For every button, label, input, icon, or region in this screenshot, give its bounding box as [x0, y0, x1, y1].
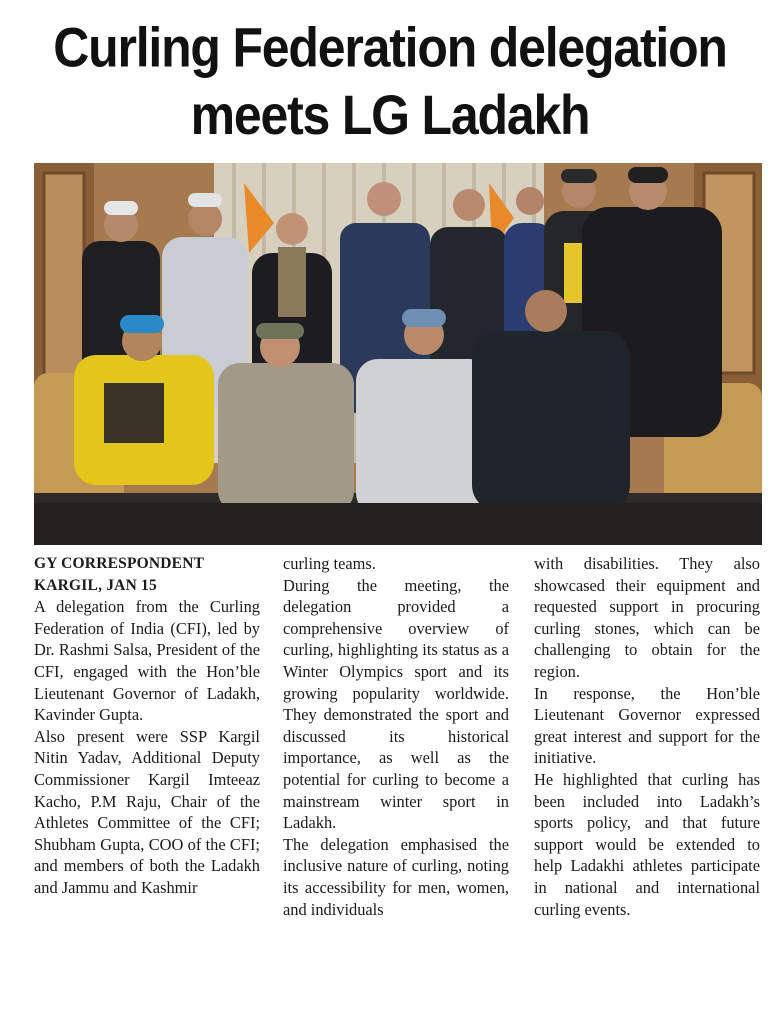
article-body — [34, 553, 762, 1013]
paragraph: He highlighted that curling has been included into Ladakh’s sports policy, and that future support would be extended to help Ladakhi athletes participate in national and international curling events. — [534, 769, 760, 919]
headline — [0, 14, 780, 148]
paragraph: A delegation from the Curling Federation of India (CFI), led by Dr. Rashmi Salsa, President of the CFI, engaged with the Hon’ble Lieutenant Governor of Ladakh, Kavinder Gupta. — [34, 597, 260, 725]
headline-line-2: meets LG Ladakh — [190, 83, 590, 147]
paragraph: Also present were SSP Kargil Nitin Yadav, Additional Deputy Commissioner Kargil Imteeaz Kacho, P.M Raju, Chair of the Athletes Committee of the CFI; Shubham Gupta, COO of the CFI; and members of both the Ladakh and Jammu and Kashmir — [34, 726, 260, 897]
group-photo-illustration — [34, 163, 762, 545]
paragraph: During the meeting, the delegation provided a comprehensive overview of curling, highlighting its status as a Winter Olympics sport and its growing popularity worldwide. They demonstrated the sport and discussed its historical importance, as well as the potential for curling to become a mainstream winter sport in Ladakh. — [283, 575, 509, 833]
headline-line-1: Curling Federation delegation — [53, 16, 727, 79]
paragraph: curling teams. — [283, 554, 376, 573]
paragraph: In response, the Hon’ble Lieutenant Governor expressed great interest and support for the initiative. — [534, 683, 760, 768]
article-column-3 — [534, 553, 760, 920]
article-column-1 — [34, 553, 260, 899]
paragraph: with disabilities. They also showcased their equipment and requested support in procuring curling stones, which can be challenging to obtain for the region. — [534, 554, 760, 681]
byline-correspondent: GY CORRESPONDENT — [34, 555, 205, 572]
byline-dateline: KARGIL, JAN 15 — [34, 576, 157, 594]
article-column-2 — [283, 553, 509, 920]
group-photo — [34, 163, 762, 545]
paragraph: The delegation emphasised the inclusive nature of curling, noting its accessibility for men, women, and individuals — [283, 834, 509, 919]
